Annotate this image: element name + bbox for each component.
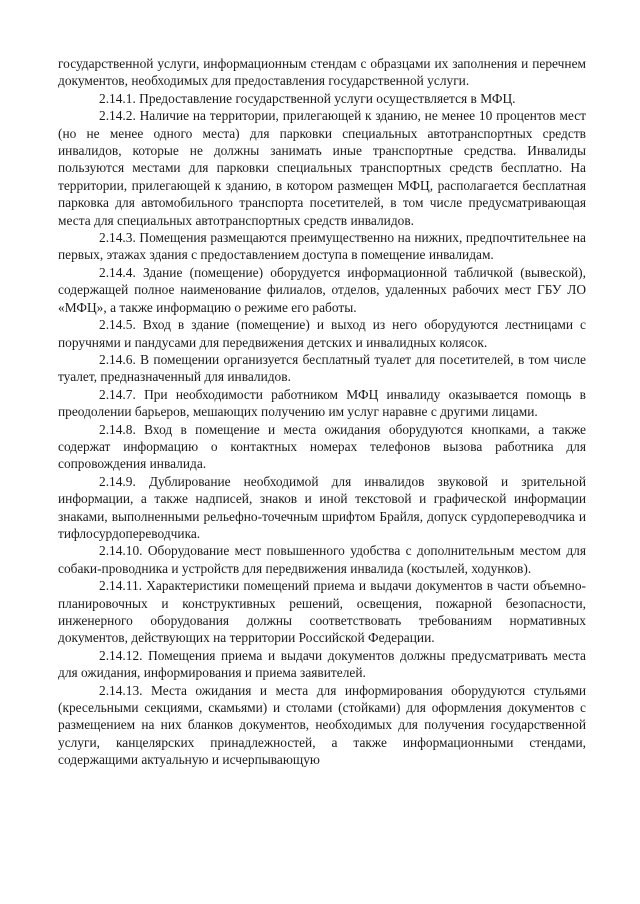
paragraph-2-14-1: 2.14.1. Предоставление государственной услуги осуществляется в МФЦ. [99, 90, 516, 106]
paragraph-2-14-6: 2.14.6. В помещении организуется бесплатный туалет для посетителей, в том числе туалет, предназначенный для инвалидов. [58, 351, 586, 385]
paragraph-2-14-11: 2.14.11. Характеристики помещений приема и выдачи документов в части объемно-планировочных и конструктивных решений, освещения, пожарной безопасности, инженерного оборудования должны соответствовать требованиям нормативных документов, действующих на территории Российской Федерации. [58, 578, 586, 646]
document-page [58, 55, 586, 769]
paragraph-continuation: государственной услуги, информационным стендам с образцами их заполнения и перечнем документов, необходимых для предоставления государственной услуги. [58, 56, 586, 89]
paragraph-2-14-7: 2.14.7. При необходимости работником МФЦ инвалиду оказывается помощь в преодолении барьеров, мешающих получению им услуг наравне с другими лицами. [58, 386, 586, 420]
paragraph-2-14-13: 2.14.13. Места ожидания и места для информирования оборудуются стульями (кресельными секциями, скамьями) и столами (стойками) для оформления документов с размещением на них бланков документов, необходимых для получения государственной услуги, канцелярских принадлежностей, а также информационными стендами, содержащими актуальную и исчерпывающую [58, 682, 586, 768]
paragraph-2-14-10: 2.14.10. Оборудование мест повышенного удобства с дополнительным местом для собаки-проводника и устройств для передвижения инвалида (костылей, ходунков). [58, 543, 586, 576]
paragraph-2-14-2: 2.14.2. Наличие на территории, прилегающей к зданию, не менее 10 процентов мест (но не менее одного места) для парковки специальных автотранспортных средств инвалидов, которые не должны занимать иные транспортные средства. Инвалиды пользуются местами для парковки специальных транспортных средств бесплатно. На территории, прилегающей к зданию, в котором размещен МФЦ, располагается бесплатная парковка для автомобильного транспорта посетителей, в том числе предусматривающая места для специальных автотранспортных средств инвалидов. [58, 108, 586, 228]
paragraph-2-14-4: 2.14.4. Здание (помещение) оборудуется информационной табличкой (вывеской), содержащей полное наименование филиалов, отделов, удаленных рабочих мест ГБУ ЛО «МФЦ», а также информацию о режиме его работы. [58, 264, 586, 315]
paragraph-2-14-8: 2.14.8. Вход в помещение и места ожидания оборудуются кнопками, а также содержат информацию о контактных номерах телефонов вызова работника для сопровождения инвалида. [58, 421, 586, 472]
paragraph-2-14-3: 2.14.3. Помещения размещаются преимущественно на нижних, предпочтительнее на первых, этажах здания с предоставлением доступа в помещение инвалидам. [58, 230, 586, 263]
paragraph-2-14-9: 2.14.9. Дублирование необходимой для инвалидов звуковой и зрительной информации, а также надписей, знаков и иной текстовой и графической информации знаками, выполненными рельефно-точечным шрифтом Брайля, допуск сурдопереводчика и тифлосурдопереводчика. [58, 473, 586, 541]
paragraph-2-14-12: 2.14.12. Помещения приема и выдачи документов должны предусматривать места для ожидания, информирования и приема заявителей. [58, 647, 586, 681]
paragraph-2-14-5: 2.14.5. Вход в здание (помещение) и выход из него оборудуются лестницами с поручнями и пандусами для передвижения детских и инвалидных колясок. [58, 317, 586, 350]
